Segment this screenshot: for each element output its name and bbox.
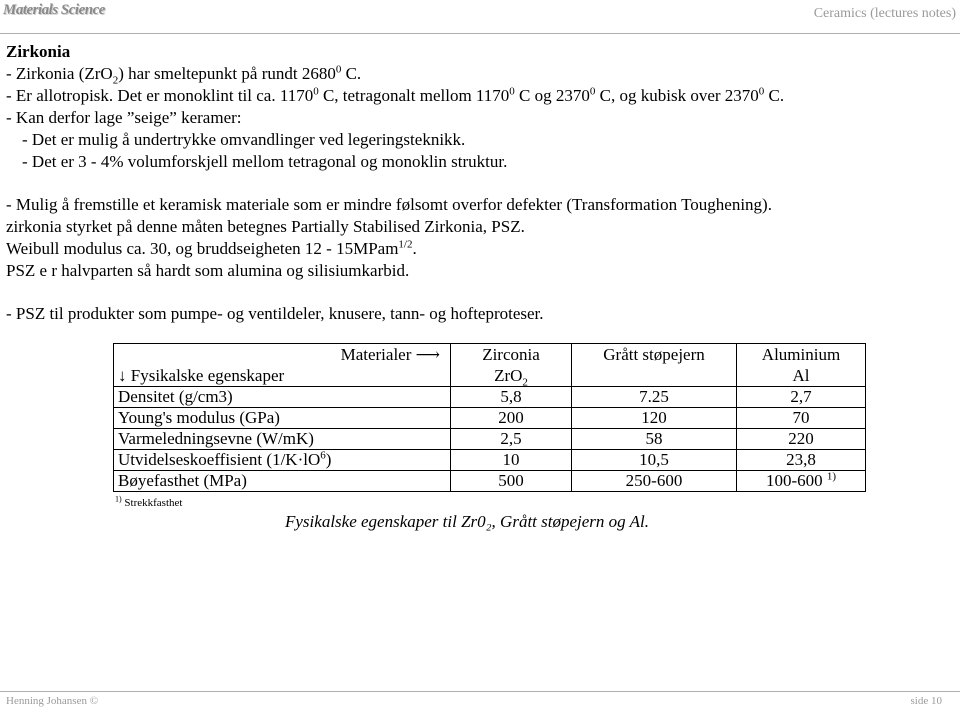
materials-science-logo: Materials Science	[3, 2, 105, 18]
row-label	[114, 450, 451, 471]
properties-label: ↓ Fysikalske egenskaper	[118, 366, 285, 385]
superscript: 1/2	[398, 238, 413, 251]
table-footnote	[115, 494, 183, 509]
text-span: C.	[764, 86, 785, 105]
header-cell-aluminium	[737, 344, 866, 387]
cell-cast-iron: 250-600	[572, 471, 737, 492]
text-span: C, tetragonalt mellom 1170	[318, 86, 510, 105]
text-line-volume-difference: - Det er 3 - 4% volumforskjell mellom tetragonal og monoklin struktur.	[22, 152, 508, 171]
table-caption: Fysikalske egenskaper til Zr0₂, Grått støpejern og Al.	[285, 512, 649, 531]
text-line-weibull	[6, 239, 417, 259]
table-row	[114, 471, 866, 492]
cell-cast-iron: 58	[572, 429, 737, 450]
text-line-allotropic	[6, 86, 784, 106]
zro2-label: ZrO	[494, 366, 523, 385]
al-label: Al	[792, 366, 810, 385]
subscript: 2	[112, 74, 119, 87]
table-row	[114, 429, 866, 450]
cast-iron-label: Grått støpejern	[603, 345, 705, 364]
cell-cast-iron: 120	[572, 408, 737, 429]
text-span: - Zirkonia (ZrO	[6, 64, 113, 83]
text-span: 100-600	[765, 471, 827, 490]
text-span: Weibull modulus ca. 30, og bruddseigheten 12 - 15MPam	[6, 239, 399, 258]
cell-cast-iron: 7.25	[572, 387, 737, 408]
text-line-transformation-toughening: - Mulig å fremstille et keramisk materiale som er mindre følsomt overfor defekter (Transformation Toughening).	[6, 195, 772, 214]
cell-zirconia: 5,8	[451, 387, 572, 408]
cell-zirconia: 10	[451, 450, 572, 471]
superscript: 0	[313, 85, 319, 98]
footnote-text: Strekkfasthet	[121, 497, 183, 509]
text-span: ) har smeltepunkt på rundt 2680	[118, 64, 336, 83]
cell-aluminium: 23,8	[737, 450, 866, 471]
cell-zirconia: 2,5	[451, 429, 572, 450]
table-row	[114, 450, 866, 471]
superscript: 0	[589, 85, 596, 98]
table-row	[114, 408, 866, 429]
text-span: - Er allotropisk. Det er monoklint til ca. 1170	[6, 86, 314, 105]
row-label: Densitet (g/cm3)	[114, 387, 451, 408]
superscript: 6	[320, 449, 326, 462]
header-cell-cast-iron	[572, 344, 737, 387]
text-line-melting-point	[6, 63, 362, 87]
text-line-psz: zirkonia styrket på denne måten betegnes Partially Stabilised Zirkonia, PSZ.	[6, 217, 525, 236]
text-span: Utvidelseskoeffisient (1/K·lO	[118, 450, 321, 469]
text-line-tough-ceramics: - Kan derfor lage ”seige” keramer:	[6, 108, 242, 127]
footer-page-number: side 10	[910, 695, 942, 707]
row-label: Varmeledningsevne (W/mK)	[114, 429, 451, 450]
header-cell-zirconia	[451, 344, 572, 387]
properties-table	[113, 343, 866, 492]
text-line-hardness: PSZ e r halvparten så hardt som alumina og silisiumkarbid.	[6, 261, 410, 280]
footer-author: Henning Johansen ©	[6, 695, 99, 707]
aluminium-label: Aluminium	[761, 345, 841, 364]
course-title: Ceramics (lectures notes)	[813, 6, 956, 21]
text-line-alloying: - Det er mulig å undertrykke omvandlinger ved legeringsteknikk.	[22, 130, 466, 149]
cell-zirconia: 200	[451, 408, 572, 429]
footer-divider	[0, 691, 960, 692]
superscript: 0	[509, 85, 515, 98]
superscript: 1)	[826, 470, 837, 483]
header-divider	[0, 33, 960, 34]
table-row	[114, 387, 866, 408]
cell-aluminium	[737, 471, 866, 492]
materials-label: Materialer ⟶	[340, 345, 440, 364]
text-line-products: - PSZ til produkter som pumpe- og ventildeler, knusere, tann- og hofteproteser.	[6, 304, 544, 323]
footnote-marker: 1)	[115, 494, 122, 504]
superscript: 0	[758, 85, 765, 98]
text-span: C og 2370	[514, 86, 590, 105]
cell-aluminium: 220	[737, 429, 866, 450]
text-span: C.	[341, 64, 362, 83]
text-span: )	[325, 450, 332, 469]
header-cell-labels	[114, 344, 451, 387]
subscript: 2	[522, 376, 528, 389]
cell-cast-iron: 10,5	[572, 450, 737, 471]
text-span: C, og kubisk over 2370	[595, 86, 759, 105]
table-header-row	[114, 344, 866, 387]
row-label: Bøyefasthet (MPa)	[114, 471, 451, 492]
row-label: Young's modulus (GPa)	[114, 408, 451, 429]
superscript: 0	[335, 63, 342, 76]
section-title: Zirkonia	[6, 42, 71, 61]
cell-zirconia: 500	[451, 471, 572, 492]
cell-aluminium: 70	[737, 408, 866, 429]
cell-aluminium: 2,7	[737, 387, 866, 408]
text-span: .	[412, 239, 417, 258]
zirconia-label: Zirconia	[482, 345, 540, 364]
